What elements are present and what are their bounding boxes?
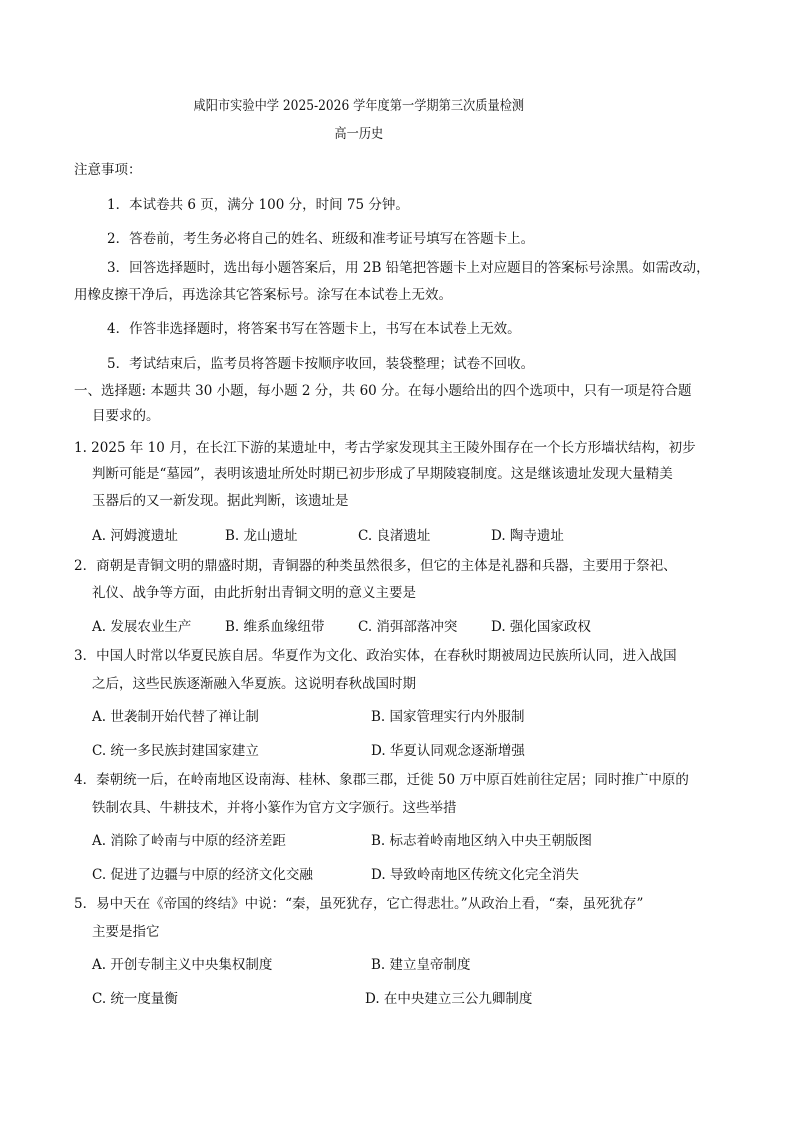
question-2-option-d: D. 强化国家政权 [491,619,591,635]
question-1-stem: 判断可能是“墓园”，表明该遗址所处时期已初步形成了早期陵寝制度。这是继该遗址发现大量精美 [92,466,673,482]
exam-subject: 高一历史 [334,126,384,142]
question-3-stem: 之后，这些民族逐渐融入华夏族。这说明春秋战国时期 [92,676,416,692]
question-1-stem: 玉器后的又一新发现。据此判断，该遗址是 [92,493,349,509]
exam-title: 咸阳市实验中学 2025-2026 学年度第一学期第三次质量检测 [193,98,525,114]
question-4-option-c: C. 促进了边疆与中原的经济文化交融 [92,867,313,883]
question-2-option-a: A. 发展农业生产 [92,619,192,635]
question-2-option-c: C. 消弭部落冲突 [358,619,458,635]
question-1-option-c: C. 良渚遗址 [358,528,431,544]
question-3-option-c: C. 统一多民族封建国家建立 [92,743,259,759]
notice-item: 3．回答选择题时，选出每小题答案后，用 2B 铅笔把答题卡上对应题目的答案标号涂黑。如需改动， [107,260,710,276]
question-5-option-b: B. 建立皇帝制度 [371,957,471,973]
question-1-option-b: B. 龙山遗址 [225,528,298,544]
question-3-option-b: B. 国家管理实行内外服制 [371,709,525,725]
question-2-stem: 礼仪、战争等方面，由此折射出青铜文明的意义主要是 [92,585,416,601]
notice-heading: 注意事项： [74,162,142,178]
question-5-stem: 5．易中天在《帝国的终结》中说：“秦，虽死犹存，它亡得悲壮。”从政治上看，“秦，虽死犹存” [74,896,644,912]
question-4-stem: 铁制农具、牛耕技术，并将小篆作为官方文字颁行。这些举措 [92,800,457,816]
question-1-option-a: A. 河姆渡遗址 [92,528,178,544]
notice-item: 5．考试结束后，监考员将答题卡按顺序收回，装袋整理；试卷不回收。 [107,356,535,372]
notice-item-continued: 用橡皮擦干净后，再选涂其它答案标号。涂写在本试卷上无效。 [74,287,452,303]
notice-item: 1．本试卷共 6 页，满分 100 分，时间 75 分钟。 [107,197,409,213]
question-3-stem: 3．中国人时常以华夏民族自居。华夏作为文化、政治实体，在春秋时期被周边民族所认同，进入战国 [74,648,677,664]
question-5-stem: 主要是指它 [92,924,160,940]
question-4-option-d: D. 导致岭南地区传统文化完全消失 [371,867,579,883]
question-5-option-c: C. 统一度量衡 [92,991,178,1007]
question-4-option-b: B. 标志着岭南地区纳入中央王朝版图 [371,833,593,849]
section-heading: 一、选择题: 本题共 30 小题，每小题 2 分，共 60 分。在每小题给出的四个选项中，只有一项是符合题 [74,383,692,399]
question-3-option-d: D. 华夏认同观念逐渐增强 [371,743,525,759]
question-5-option-d: D. 在中央建立三公九卿制度 [365,991,533,1007]
notice-item: 4．作答非选择题时，将答案书写在答题卡上，书写在本试卷上无效。 [107,321,521,337]
question-3-option-a: A. 世袭制开始代替了禅让制 [92,709,259,725]
question-2-option-b: B. 维系血缘纽带 [225,619,325,635]
question-2-stem: 2．商朝是青铜文明的鼎盛时期，青铜器的种类虽然很多，但它的主体是礼器和兵器，主要用于祭祀、 [74,558,677,574]
notice-item: 2．答卷前，考生务必将自己的姓名、班级和准考证号填写在答题卡上。 [107,231,535,247]
question-1-stem: 1. 2025 年 10 月，在长江下游的某遗址中，考古学家发现其主王陵外围存在一个长方形墙状结构，初步 [74,440,696,456]
question-4-option-a: A. 消除了岭南与中原的经济差距 [92,833,286,849]
section-heading-continued: 目要求的。 [92,408,160,424]
question-4-stem: 4．秦朝统一后，在岭南地区设南海、桂林、象郡三郡，迁徙 50 万中原百姓前往定居；同时推广中原的 [74,772,689,788]
question-1-option-d: D. 陶寺遗址 [491,528,564,544]
question-5-option-a: A. 开创专制主义中央集权制度 [92,957,273,973]
